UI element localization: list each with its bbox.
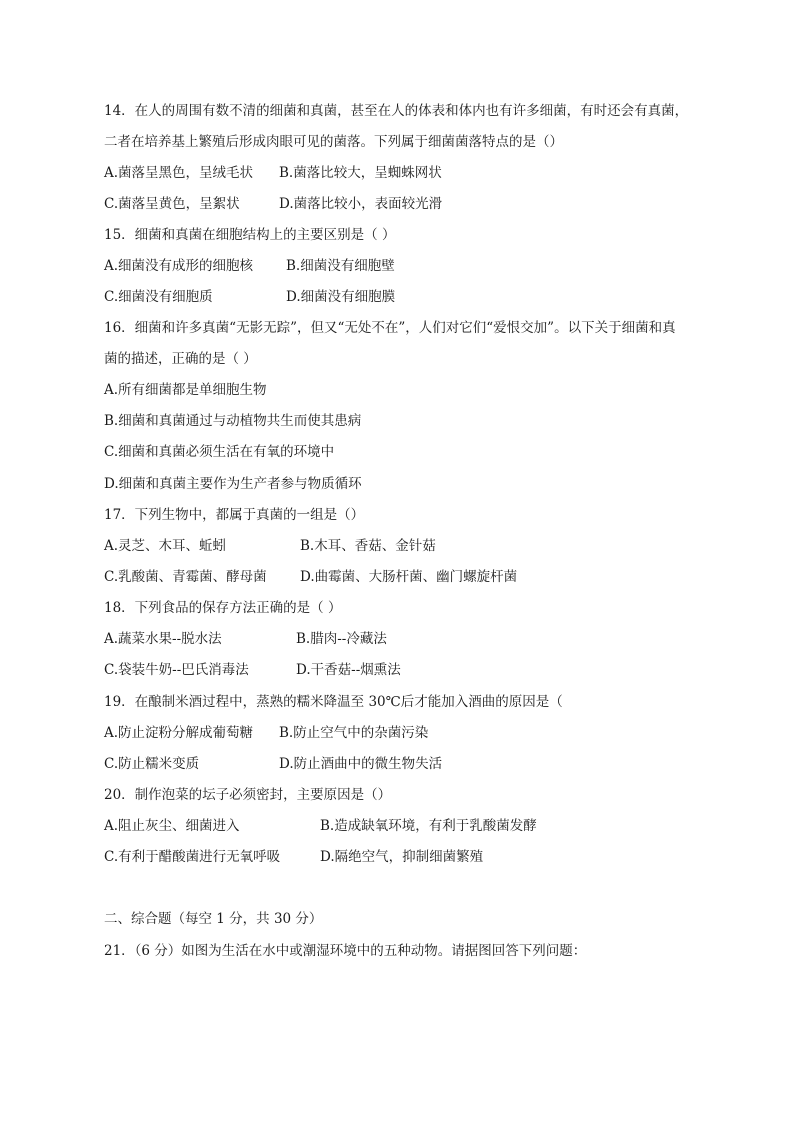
q17-option-c: C.乳酸菌、青霉菌、酵母菌 (104, 569, 267, 585)
q18-option-d: D.干香菇--烟熏法 (296, 662, 401, 678)
q14-stem-line1: 14．在人的周围有数不清的细菌和真菌，甚至在人的体表和体内也有许多细菌，有时还会有真菌， (104, 103, 689, 119)
q15-option-d: D.细菌没有细胞膜 (286, 289, 396, 305)
q14-option-d: D.菌落比较小，表面较光滑 (279, 196, 443, 212)
q19-option-b: B.防止空气中的杂菌污染 (279, 725, 429, 741)
q15-option-b: B.细菌没有细胞壁 (286, 258, 395, 274)
q19-option-d: D.防止酒曲中的微生物失活 (279, 756, 443, 772)
q17-option-d: D.曲霉菌、大肠杆菌、幽门螺旋杆菌 (300, 569, 518, 585)
q20-option-d: D.隔绝空气，抑制细菌繁殖 (320, 849, 484, 865)
q18-option-c: C.袋装牛奶--巴氏消毒法 (104, 662, 249, 678)
q18-option-b: B.腊肉--冷藏法 (296, 631, 387, 647)
q15-option-c: C.细菌没有细胞质 (104, 289, 213, 305)
q16-option-c: C.细菌和真菌必须生活在有氧的环境中 (104, 444, 335, 460)
q16-option-b: B.细菌和真菌通过与动植物共生而使其患病 (104, 413, 362, 429)
section2-heading: 二、综合题（每空 1 分，共 30 分） (104, 911, 323, 927)
q20-option-c: C.有利于醋酸菌进行无氧呼吸 (104, 849, 281, 865)
q21-stem: 21．（6 分）如图为生活在水中或潮湿环境中的五种动物。请据图回答下列问题： (104, 943, 587, 959)
q17-option-a: A.灵芝、木耳、蚯蚓 (104, 538, 227, 554)
q15-option-a: A.细菌没有成形的细胞核 (104, 258, 254, 274)
q14-option-a: A.菌落呈黑色，呈绒毛状 (104, 165, 254, 181)
q20-option-b: B.造成缺氧环境，有利于乳酸菌发酵 (320, 818, 537, 834)
q17-option-b: B.木耳、香菇、金针菇 (300, 538, 436, 554)
q16-option-d: D.细菌和真菌主要作为生产者参与物质循环 (104, 476, 362, 492)
q14-option-b: B.菌落比较大，呈蜘蛛网状 (279, 165, 442, 181)
q15-stem: 15．细菌和真菌在细胞结构上的主要区别是（ ） (104, 227, 396, 243)
q18-stem: 18．下列食品的保存方法正确的是（ ） (104, 600, 342, 616)
q16-option-a: A.所有细菌都是单细胞生物 (104, 382, 267, 398)
q16-stem-line2: 菌的描述，正确的是（ ） (104, 351, 257, 367)
q17-stem: 17．下列生物中，都属于真菌的一组是（） (104, 507, 365, 523)
q19-option-a: A.防止淀粉分解成葡萄糖 (104, 725, 254, 741)
q19-stem: 19．在酿制米酒过程中，蒸熟的糯米降温至 30℃后才能加入酒曲的原因是（ (104, 694, 563, 710)
q19-option-c: C.防止糯米变质 (104, 756, 200, 772)
q16-stem-line1: 16．细菌和许多真菌“无影无踪”，但又“无处不在”，人们对它们“爱恨交加”。以下关于细菌和真 (104, 320, 676, 336)
q18-option-a: A.蔬菜水果--脱水法 (104, 631, 222, 647)
q20-option-a: A.阻止灰尘、细菌进入 (104, 818, 240, 834)
q14-option-c: C.菌落呈黄色，呈絮状 (104, 196, 240, 212)
q20-stem: 20．制作泡菜的坛子必须密封，主要原因是（） (104, 787, 392, 803)
q14-stem-line2: 二者在培养基上繁殖后形成肉眼可见的菌落。下列属于细菌菌落特点的是（） (104, 134, 563, 150)
